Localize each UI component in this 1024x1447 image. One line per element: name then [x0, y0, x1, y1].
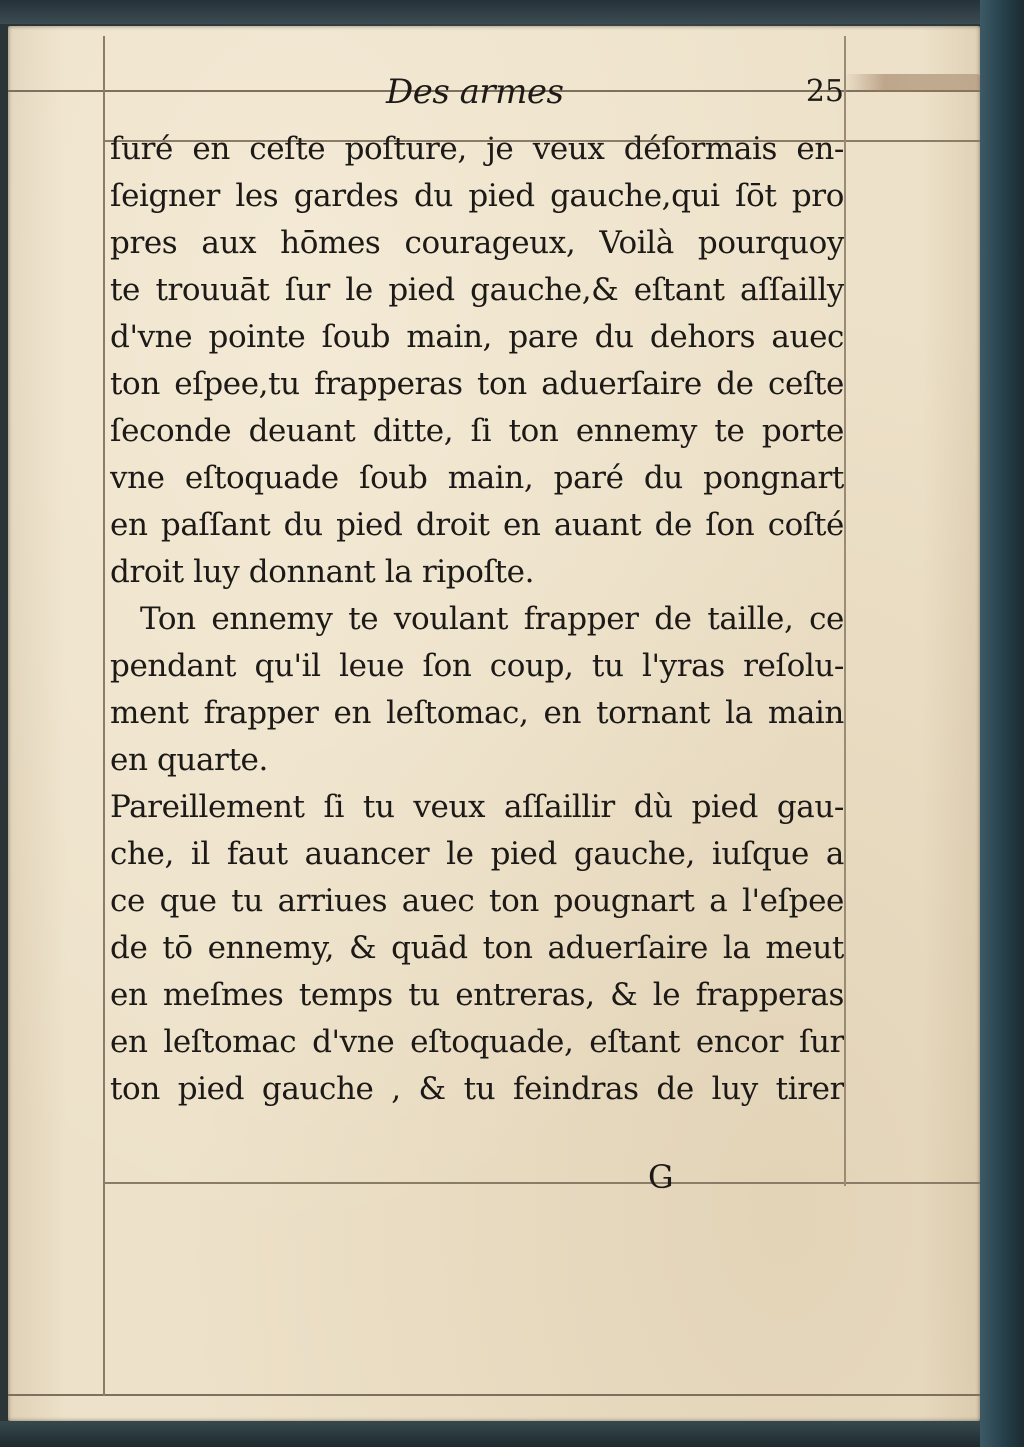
text-line: vne eſtoquade ſoub main, paré du pongnart: [110, 460, 844, 496]
signature-mark: G: [648, 1158, 674, 1196]
text-line: ton eſpee,tu frapperas ton aduerſaire de ceſte: [110, 366, 844, 402]
text-line: ce que tu arriues auec ton pougnart a l'eſpee: [110, 883, 844, 919]
text-line: pres aux hōmes courageux, Voilà pourquoy: [110, 225, 844, 261]
text-line: en meſmes temps tu entreras, & le frapperas: [110, 977, 844, 1013]
text-line: d'vne pointe ſoub main, pare du dehors auec: [110, 319, 844, 355]
text-line: pendant qu'il leue ſon coup, tu l'yras reſolu-: [110, 648, 844, 684]
text-line: de tō ennemy, & quād ton aduerſaire la meut: [110, 930, 844, 966]
text-line: en paſſant du pied droit en auant de ſon coſté: [110, 507, 844, 543]
ruled-line-bottom: [8, 1394, 980, 1396]
text-line: ſuré en ceſte poſture, je veux déſormais en-: [110, 131, 844, 167]
text-line: te trouuāt ſur le pied gauche,& eſtant aſſailly: [110, 272, 844, 308]
ruled-line-right-margin: [844, 36, 846, 1186]
text-line: ſeigner les gardes du pied gauche,qui ſōt pro: [110, 178, 844, 214]
paper-stain: [844, 74, 980, 92]
page-header: [96, 72, 844, 116]
running-head: Des armes: [386, 72, 564, 112]
page-number: 25: [805, 74, 844, 109]
ruled-line-left-margin: [103, 36, 105, 1396]
text-line: che, il faut auancer le pied gauche, iuſque a: [110, 836, 844, 872]
ruled-line-footer: [103, 1182, 980, 1184]
text-line: ment frapper en leſtomac, en tornant la main: [110, 695, 844, 731]
text-line: en quarte.: [110, 742, 268, 778]
text-line: Ton ennemy te voulant frapper de taille, ce: [140, 601, 844, 637]
body-text: [110, 126, 844, 1113]
text-line: ton pied gauche , & tu feindras de luy tirer: [110, 1071, 844, 1107]
book-binding-right: [980, 0, 1024, 1447]
book-binding-bottom: [0, 1421, 1024, 1447]
text-line: ſeconde deuant ditte, ſi ton ennemy te porte: [110, 413, 844, 449]
book-binding-top: [0, 0, 1024, 24]
text-line: en leſtomac d'vne eſtoquade, eſtant encor ſur: [110, 1024, 844, 1060]
text-line: droit luy donnant la ripoſte.: [110, 554, 535, 590]
text-line: Pareillement ſi tu veux aſſaillir dù pied gau-: [110, 789, 844, 825]
